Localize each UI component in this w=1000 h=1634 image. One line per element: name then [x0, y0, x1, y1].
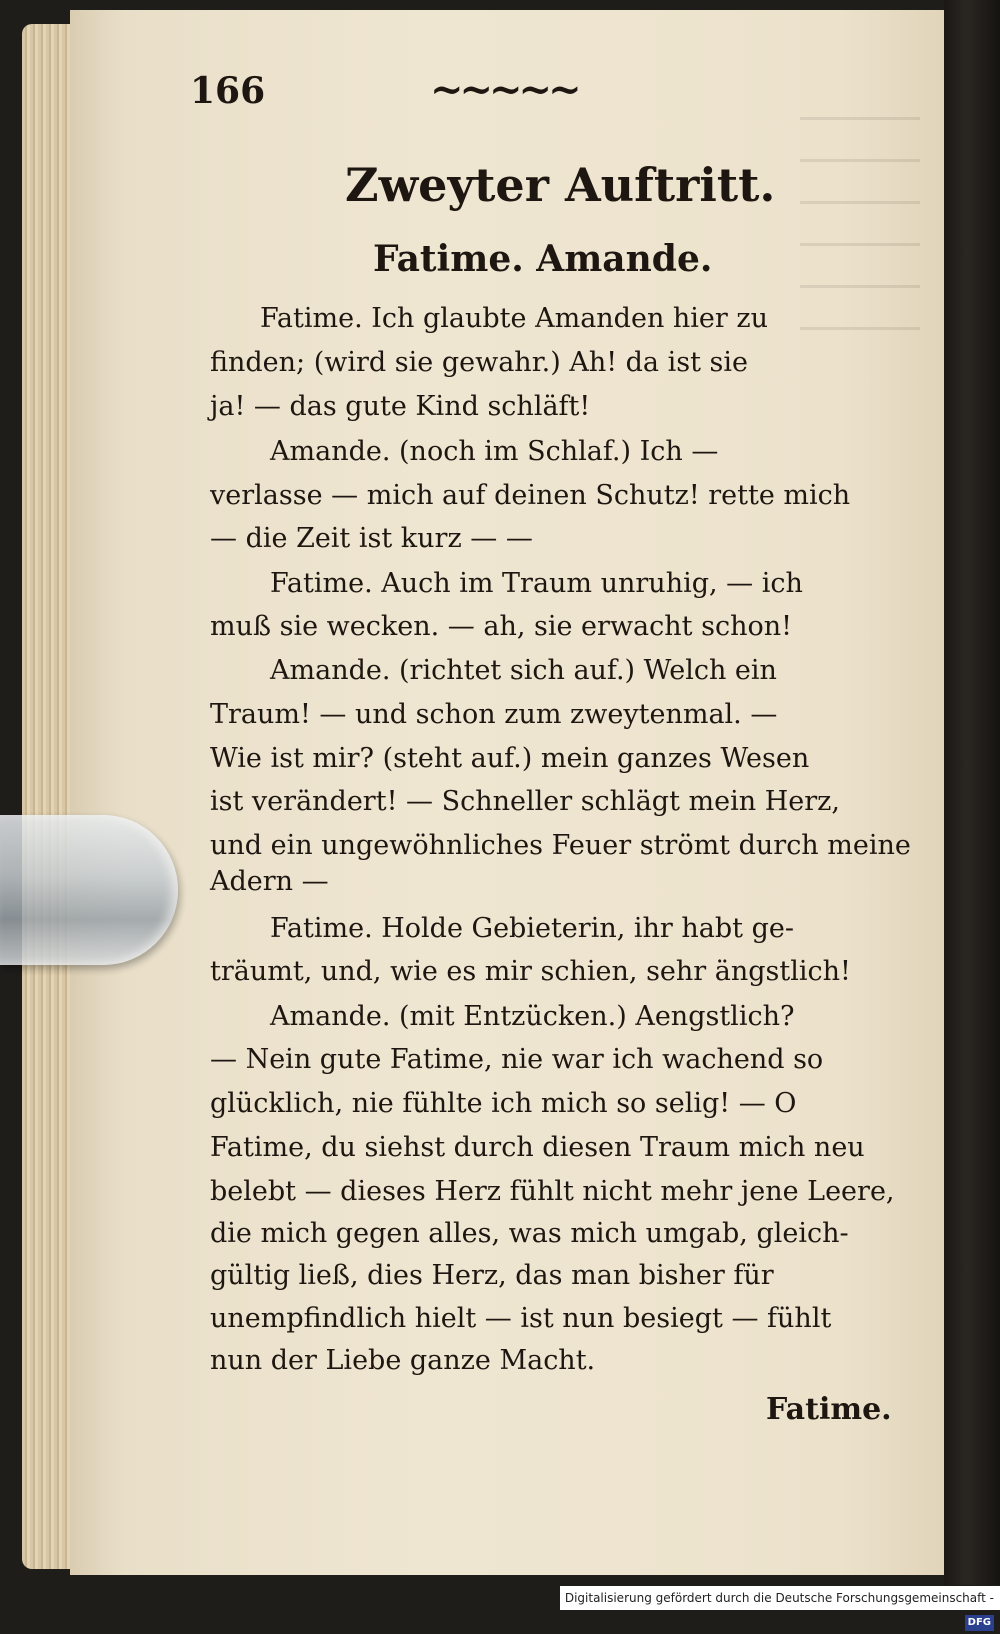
text-line: Fatime. Ich glaubte Amanden hier zu	[260, 303, 769, 334]
text-line: Fatime. Auch im Traum unruhig, — ich	[270, 568, 803, 599]
show-through-text	[800, 90, 920, 330]
text-line: muß sie wecken. — ah, sie erwacht schon!	[210, 611, 792, 642]
text-line: ja! — das gute Kind schläft!	[210, 391, 591, 422]
text-line: und ein ungewöhnliches Feuer strömt durch meine	[210, 830, 911, 861]
text-line: verlasse — mich auf deinen Schutz! rette mich	[210, 480, 851, 511]
text-line: — Nein gute Fatime, nie war ich wachend so	[210, 1044, 824, 1075]
ornament: ~~~~~	[430, 66, 578, 113]
text-line: ist verändert! — Schneller schlägt mein Herz,	[210, 786, 840, 817]
page-number: 166	[190, 70, 266, 112]
text-line: finden; (wird sie gewahr.) Ah! da ist sie	[210, 347, 749, 378]
catchword: Fatime.	[766, 1392, 892, 1427]
text-line: Amande. (noch im Schlaf.) Ich —	[270, 436, 719, 467]
text-line: Fatime. Holde Gebieterin, ihr habt ge-	[270, 913, 794, 944]
footer-text: Digitalisierung gefördert durch die Deutsche Forschungsgemeinschaft -	[564, 1591, 994, 1605]
text-line: nun der Liebe ganze Macht.	[210, 1345, 596, 1376]
scene-title: Zweyter Auftritt.	[345, 158, 776, 212]
text-line: Fatime, du siehst durch diesen Traum mich neu	[210, 1132, 865, 1163]
text-line: Wie ist mir? (steht auf.) mein ganzes Wesen	[210, 743, 810, 774]
text-line: unempfindlich hielt — ist nun besiegt — fühlt	[210, 1303, 832, 1334]
text-line: glücklich, nie fühlte ich mich so selig! — O	[210, 1088, 797, 1119]
text-line: Adern —	[210, 866, 329, 897]
text-line: — die Zeit ist kurz — —	[210, 523, 533, 554]
dfg-logo: DFG	[965, 1615, 994, 1631]
text-line: Amande. (richtet sich auf.) Welch ein	[270, 655, 777, 686]
text-line: Traum! — und schon zum zweytenmal. —	[210, 699, 778, 730]
text-line: die mich gegen alles, was mich umgab, gleich-	[210, 1218, 849, 1249]
page-clip	[0, 815, 178, 965]
text-line: Amande. (mit Entzücken.) Aengstlich?	[270, 1001, 795, 1032]
cast-list: Fatime. Amande.	[373, 238, 713, 280]
text-line: belebt — dieses Herz fühlt nicht mehr jene Leere,	[210, 1176, 895, 1207]
text-line: gültig ließ, dies Herz, das man bisher für	[210, 1260, 774, 1291]
footer-credit	[560, 1586, 1000, 1628]
book-binding	[944, 0, 1000, 1585]
text-line: träumt, und, wie es mir schien, sehr ängstlich!	[210, 956, 851, 987]
